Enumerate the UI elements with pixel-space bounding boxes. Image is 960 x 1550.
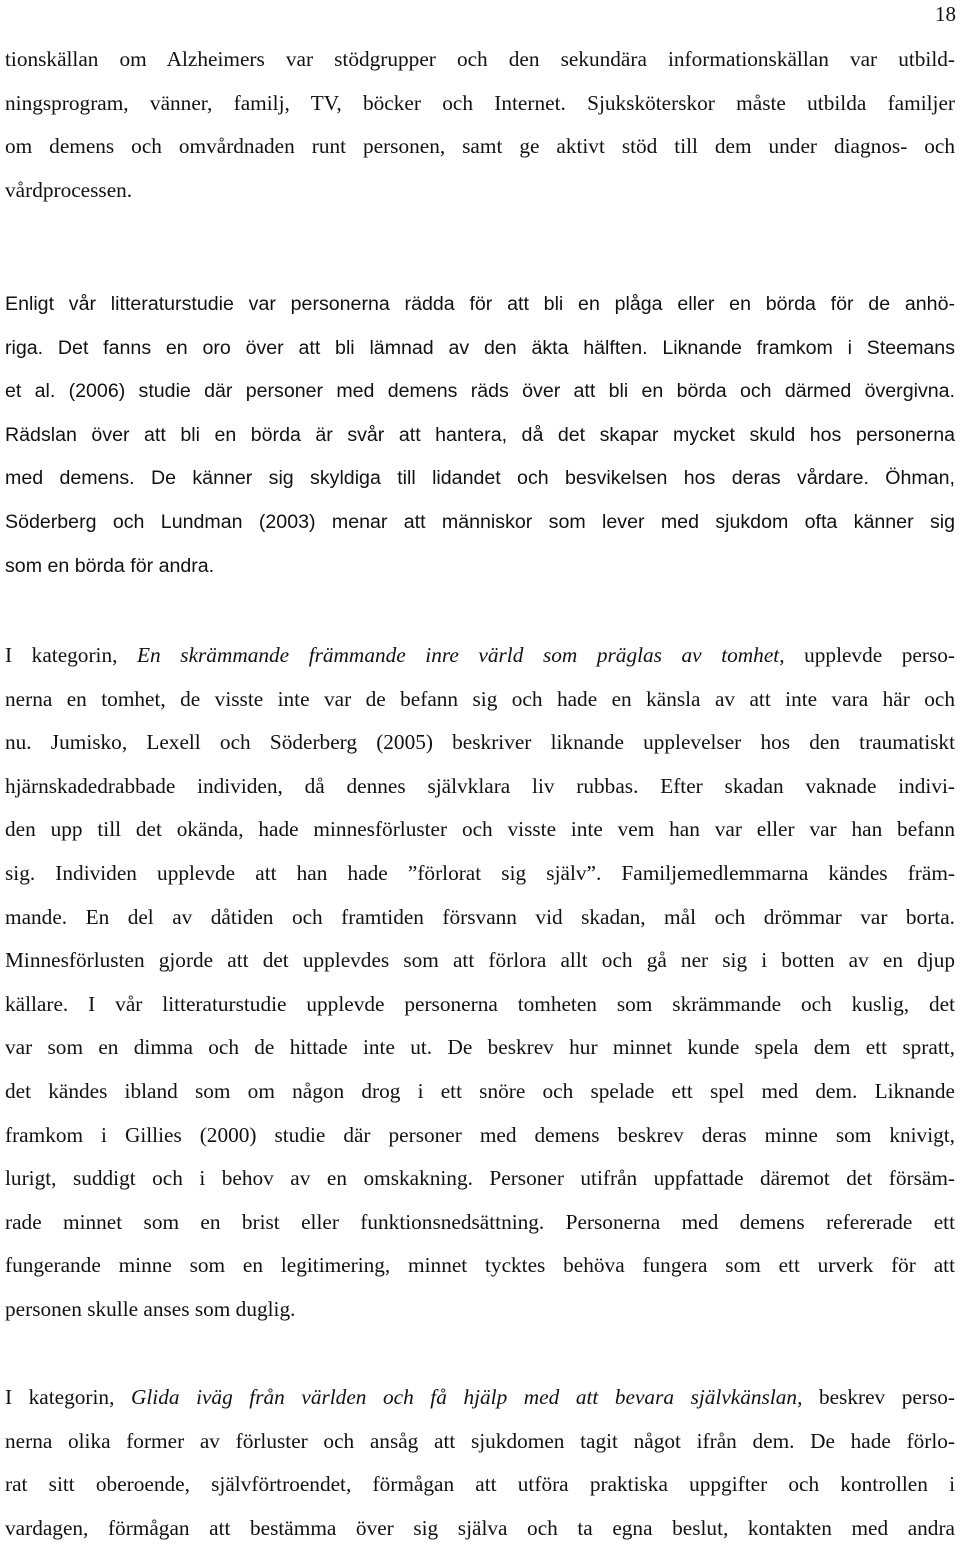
text-run: I kategorin, [5, 1385, 131, 1409]
text-line: mande. En del av dåtiden och framtiden försvann vid skadan, mål och drömmar var borta. [5, 904, 955, 929]
text-run: , upplevde perso- [779, 643, 955, 667]
text-line: vårdprocessen. [5, 177, 133, 202]
paragraph-1 [5, 38, 955, 212]
text-line: den upp till det okända, hade minnesförluster och visste inte vem han var eller var han befann [5, 817, 955, 842]
text-line: det kändes ibland som om någon drog i ett snöre och spelade ett spel med dem. Liknande [5, 1078, 955, 1103]
text-line: nerna en tomhet, de visste inte var de befann sig och hade en känsla av att inte vara här och [5, 686, 955, 711]
text-line: lurigt, suddigt och i behov av en omskakning. Personer utifrån uppfattade däremot det försäm- [5, 1166, 955, 1191]
text-line: framkom i Gillies (2000) studie där personer med demens beskrev deras minne som knivigt, [5, 1122, 955, 1147]
paragraph-4 [5, 1376, 955, 1550]
text-line: om demens och omvårdnaden runt personen, samt ge aktivt stöd till dem under diagnos- och [5, 134, 955, 159]
text-line: vardagen, förmågan att bestämma över sig själva och ta egna beslut, kontakten med andra [5, 1515, 955, 1540]
text-line: nerna olika former av förluster och ansåg att sjukdomen tagit något ifrån dem. De hade förlo- [5, 1428, 955, 1453]
text-line: nu. Jumisko, Lexell och Söderberg (2005) beskriver liknande upplevelser hos den traumatiskt [5, 730, 955, 755]
text-line: personen skulle anses som duglig. [5, 1296, 296, 1321]
text-line: Söderberg och Lundman (2003) menar att människor som lever med sjukdom ofta känner sig [5, 510, 955, 533]
text-line: fungerande minne som en legitimering, minnet tycktes behöva fungera som ett urverk för att [5, 1253, 955, 1278]
text-line [5, 634, 955, 678]
text-line: et al. (2006) studie där personer med demens räds över att bli en börda och därmed övergivna. [5, 380, 955, 403]
text-line: som en börda för andra. [5, 554, 215, 577]
text-line: Rädslan över att bli en börda är svår att hantera, då det skapar mycket skuld hos personerna [5, 423, 955, 446]
paragraph-2 [5, 283, 955, 588]
text-line: källare. I vår litteraturstudie upplevde personerna tomheten som skrämmande och kuslig, det [5, 991, 955, 1016]
text-line: var som en dimma och de hittade inte ut. De beskrev hur minnet kunde spela dem ett spratt, [5, 1035, 955, 1060]
text-line: sig. Individen upplevde att han hade ”förlorat sig själv”. Familjemedlemmarna kändes främ- [5, 860, 955, 885]
category-title: En skrämmande främmande inre värld som präglas av tomhet [137, 643, 780, 667]
text-run: I kategorin, [5, 643, 138, 667]
text-line: rade minnet som en brist eller funktionsnedsättning. Personerna med demens refererade ett [5, 1209, 955, 1234]
text-line: riga. Det fanns en oro över att bli lämnad av den äkta hälften. Liknande framkom i Steemans [5, 336, 955, 359]
text-line: tionskällan om Alzheimers var stödgrupper och den sekundära informationskällan var utbild- [5, 47, 955, 71]
text-line: med demens. De känner sig skyldiga till lidandet och besvikelsen hos deras vårdare. Öhman, [5, 467, 955, 490]
text-line: Enligt vår litteraturstudie var personerna rädda för att bli en plåga eller en börda för de anhö- [5, 293, 955, 315]
text-line: rat sitt oberoende, självförtroendet, förmågan att utföra praktiska uppgifter och kontrollen i [5, 1472, 955, 1497]
category-title: Glida iväg från världen och få hjälp med att bevara självkänslan, [130, 1385, 803, 1409]
text-line: hjärnskadedrabbade individen, då dennes självklara liv rubbas. Efter skadan vaknade indivi- [5, 773, 955, 798]
text-line: Minnesförlusten gjorde att det upplevdes som att förlora allt och gå ner sig i botten av en djup [5, 948, 955, 973]
page-number: 18 [935, 2, 956, 26]
text-line [5, 1376, 955, 1420]
text-run: beskrev perso- [802, 1385, 955, 1409]
text-line: ningsprogram, vänner, familj, TV, böcker och Internet. Sjuksköterskor måste utbilda familjer [5, 90, 955, 115]
paragraph-3 [5, 634, 955, 1332]
